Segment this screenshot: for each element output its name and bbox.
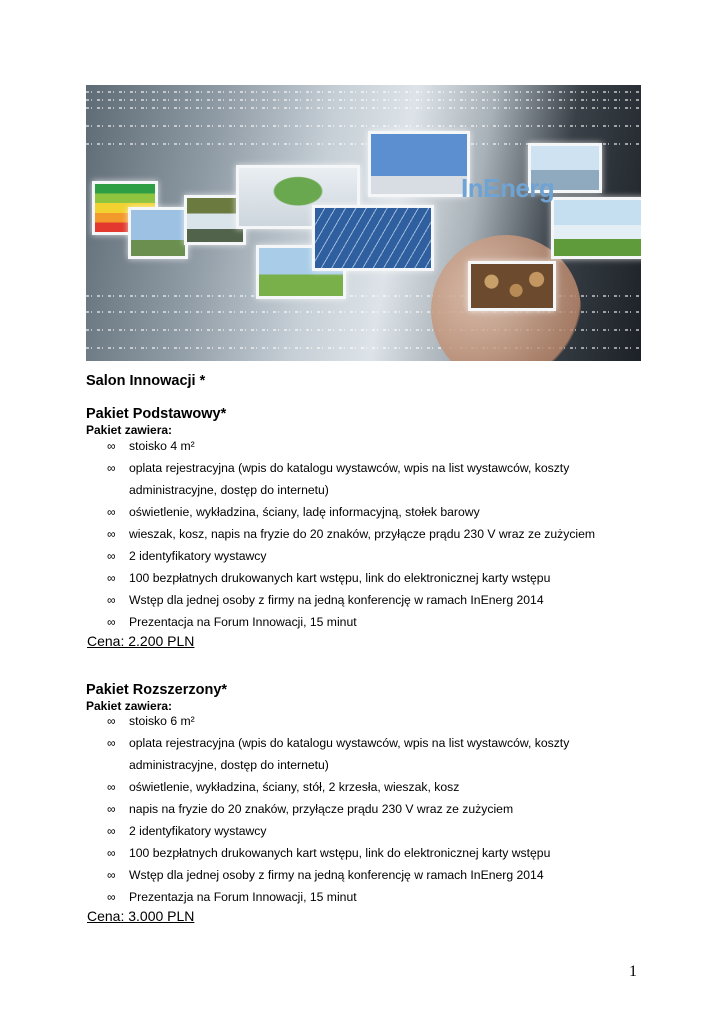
list-item xyxy=(107,798,627,820)
list-item-text: Wstęp dla jednej osoby z firmy na jedną konferencję w ramach InEnerg 2014 xyxy=(129,868,544,882)
list-item xyxy=(107,864,627,886)
list-item-text: oplata rejestracyjna (wpis do katalogu wystawców, wpis na list wystawców, koszty administracyjne, dostęp do internetu) xyxy=(129,461,570,497)
package-extended-feature-list xyxy=(107,710,627,908)
list-item-text: stoisko 4 m² xyxy=(129,439,195,453)
list-item-text: Prezentacja na Forum Innowacji, 15 minut xyxy=(129,615,357,629)
list-item xyxy=(107,732,627,776)
infinity-bullet-icon: ∞ xyxy=(107,824,116,838)
wood-logs-tile xyxy=(468,261,556,311)
infinity-bullet-icon: ∞ xyxy=(107,780,116,794)
infinity-bullet-icon: ∞ xyxy=(107,593,116,607)
infinity-bullet-icon: ∞ xyxy=(107,802,116,816)
list-item xyxy=(107,457,627,501)
page-number: 1 xyxy=(629,963,637,980)
list-item xyxy=(107,523,627,545)
list-item-text: Wstęp dla jednej osoby z firmy na jedną konferencję w ramach InEnerg 2014 xyxy=(129,593,544,607)
infinity-bullet-icon: ∞ xyxy=(107,549,116,563)
solar-panels-tile xyxy=(312,205,434,271)
infinity-bullet-icon: ∞ xyxy=(107,505,116,519)
list-item-text: oświetlenie, wykładzina, ściany, stół, 2 krzesła, wieszak, kosz xyxy=(129,780,460,794)
package-basic-price: Cena: 2.200 PLN xyxy=(87,633,195,649)
list-item-text: stoisko 6 m² xyxy=(129,714,195,728)
list-item xyxy=(107,886,627,908)
list-item-text: 100 bezpłatnych drukowanych kart wstępu, link do elektronicznej karty wstępu xyxy=(129,846,551,860)
list-item-text: 2 identyfikatory wystawcy xyxy=(129,549,267,563)
hero-banner-image xyxy=(86,85,641,361)
infinity-bullet-icon: ∞ xyxy=(107,571,116,585)
list-item xyxy=(107,710,627,732)
infinity-bullet-icon: ∞ xyxy=(107,439,116,453)
salon-title: Salon Innowacji * xyxy=(86,373,206,389)
list-item xyxy=(107,501,627,523)
list-item xyxy=(107,567,627,589)
package-extended-subtitle: Pakiet zawiera: xyxy=(86,699,173,713)
package-basic-feature-list xyxy=(107,435,627,633)
package-basic-subtitle: Pakiet zawiera: xyxy=(86,423,173,437)
infinity-bullet-icon: ∞ xyxy=(107,868,116,882)
list-item-text: oświetlenie, wykładzina, ściany, ladę informacyjną, stołek barowy xyxy=(129,505,480,519)
list-item-text: 100 bezpłatnych drukowanych kart wstępu, link do elektronicznej karty wstępu xyxy=(129,571,551,585)
infinity-bullet-icon: ∞ xyxy=(107,736,116,750)
list-item xyxy=(107,435,627,457)
package-extended-price: Cena: 3.000 PLN xyxy=(87,908,195,924)
package-basic-title: Pakiet Podstawowy* xyxy=(86,406,227,422)
infinity-bullet-icon: ∞ xyxy=(107,615,116,629)
list-item-text: oplata rejestracyjna (wpis do katalogu wystawców, wpis na list wystawców, koszty administracyjne, dostęp do internetu) xyxy=(129,736,570,772)
list-item xyxy=(107,776,627,798)
list-item-text: napis na fryzie do 20 znaków, przyłącze prądu 230 V wraz ze zużyciem xyxy=(129,802,514,816)
biogas-tile xyxy=(551,197,641,259)
list-item xyxy=(107,589,627,611)
list-item-text: 2 identyfikatory wystawcy xyxy=(129,824,267,838)
wind-turbines-tile xyxy=(128,207,188,259)
list-item xyxy=(107,545,627,567)
power-lines-tile xyxy=(368,131,470,197)
package-extended-title: Pakiet Rozszerzony* xyxy=(86,682,228,698)
inenerg-logo: InEnerg xyxy=(461,173,555,203)
infinity-bullet-icon: ∞ xyxy=(107,890,116,904)
list-item xyxy=(107,842,627,864)
infinity-bullet-icon: ∞ xyxy=(107,846,116,860)
infinity-bullet-icon: ∞ xyxy=(107,527,116,541)
infinity-bullet-icon: ∞ xyxy=(107,714,116,728)
infinity-bullet-icon: ∞ xyxy=(107,461,116,475)
list-item-text: Prezentazja na Forum Innowacji, 15 minut xyxy=(129,890,357,904)
list-item-text: wieszak, kosz, napis na fryzie do 20 znaków, przyłącze prądu 230 V wraz ze zużyciem xyxy=(129,527,596,541)
list-item xyxy=(107,820,627,842)
list-item xyxy=(107,611,627,633)
